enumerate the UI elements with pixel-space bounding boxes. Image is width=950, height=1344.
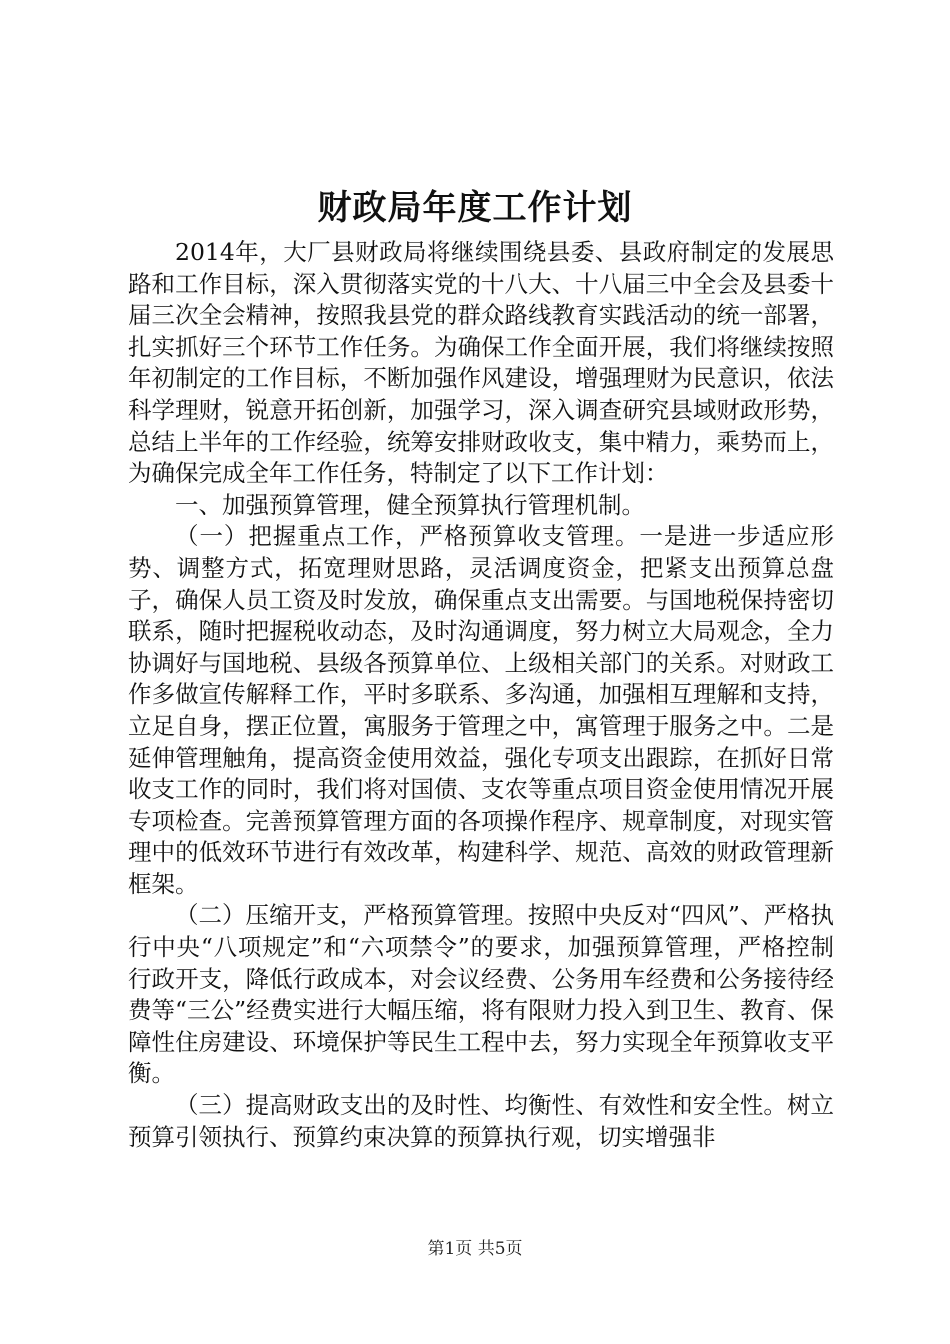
document-body	[128, 237, 834, 1153]
paragraph-subsection-2: （二）压缩开支，严格预算管理。按照中央反对“四风”、严格执行中央“八项规定”和“六项禁令”的要求，加强预算管理，严格控制行政开支，降低行政成本，对会议经费、公务用车经费和公务接待经费等“三公”经费实进行大幅压缩，将有限财力投入到卫生、教育、保障性住房建设、环境保护等民生工程中去，努力实现全年预算收支平衡。	[128, 901, 834, 1088]
section-heading-1: 一、加强预算管理，健全预算执行管理机制。	[175, 490, 645, 519]
document-title: 财政局年度工作计划	[317, 188, 633, 228]
paragraph-subsection-3: （三）提高财政支出的及时性、均衡性、有效性和安全性。树立预算引领执行、预算约束决算的预算执行观，切实增强非	[128, 1091, 834, 1151]
paragraph-intro: 2014年，大厂县财政局将继续围绕县委、县政府制定的发展思路和工作目标，深入贯彻落实党的十八大、十八届三中全会及县委十届三次全会精神，按照我县党的群众路线教育实践活动的统一部署，扎实抓好三个环节工作任务。为确保工作全面开展，我们将继续按照年初制定的工作目标，不断加强作风建设，增强理财为民意识，依法科学理财，锐意开拓创新，加强学习，深入调查研究县域财政形势，总结上半年的工作经验，统筹安排财政收支，集中精力，乘势而上，为确保完成全年工作任务，特制定了以下工作计划：	[128, 238, 834, 488]
page-footer: 第1页 共5页	[427, 1239, 523, 1259]
paragraph-subsection-1: （一）把握重点工作，严格预算收支管理。一是进一步适应形势、调整方式，拓宽理财思路，灵活调度资金，把紧支出预算总盘子，确保人员工资及时发放，确保重点支出需要。与国地税保持密切联系，随时把握税收动态，及时沟通调度，努力树立大局观念，全力协调好与国地税、县级各预算单位、上级相关部门的关系。对财政工作多做宣传解释工作，平时多联系、多沟通，加强相互理解和支持，立足自身，摆正位置，寓服务于管理之中，寓管理于服务之中。二是延伸管理触角，提高资金使用效益，强化专项支出跟踪，在抓好日常收支工作的同时，我们将对国债、支农等重点项目资金使用情况开展专项检查。完善预算管理方面的各项操作程序、规章制度，对现实管理中的低效环节进行有效改革，构建科学、规范、高效的财政管理新框架。	[128, 522, 834, 898]
